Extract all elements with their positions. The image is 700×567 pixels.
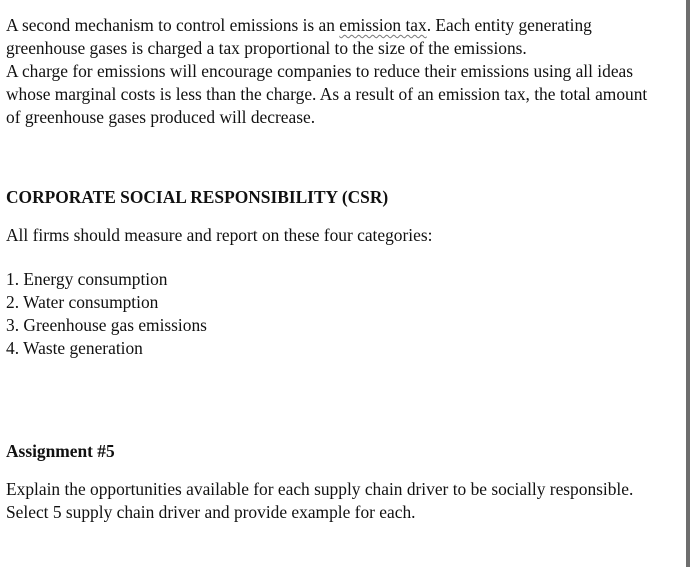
paragraph-line-5: of greenhouse gases produced will decrease. — [6, 107, 316, 127]
csr-heading: CORPORATE SOCIAL RESPONSIBILITY (CSR) — [6, 187, 389, 207]
list-item: 1. Energy consumption — [6, 269, 168, 289]
page-right-border — [686, 0, 690, 567]
list-item: 3. Greenhouse gas emissions — [6, 315, 207, 335]
paragraph-line-4: whose marginal costs is less than the charge. As a result of an emission tax, the total amount — [6, 84, 648, 104]
list-item: 4. Waste generation — [6, 338, 143, 358]
csr-intro: All firms should measure and report on these four categories: — [6, 225, 433, 245]
paragraph-line-3: A charge for emissions will encourage companies to reduce their emissions using all ideas — [6, 61, 634, 81]
assignment-title: Assignment #5 — [6, 441, 115, 461]
assignment-body — [6, 478, 688, 524]
paragraph-line-2: greenhouse gases is charged a tax proportional to the size of the emissions. — [6, 38, 527, 58]
assignment-line-2: Select 5 supply chain driver and provide example for each. — [6, 502, 416, 522]
paragraph-line-1: A second mechanism to control emissions is an emission tax. Each entity generating — [6, 15, 592, 35]
list-item: 2. Water consumption — [6, 292, 159, 312]
assignment-line-1: Explain the opportunities available for each supply chain driver to be socially responsible. — [6, 479, 634, 499]
emission-tax-paragraph — [6, 14, 688, 129]
csr-category-list — [6, 268, 207, 360]
spellcheck-marked-phrase: emission tax — [339, 15, 427, 35]
